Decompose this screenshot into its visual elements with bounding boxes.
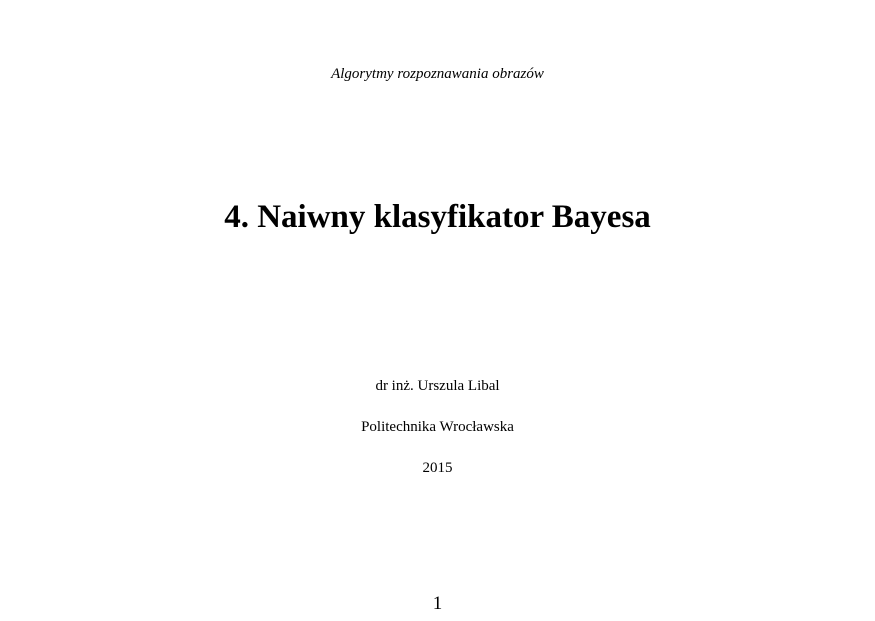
page-number: 1 (432, 593, 443, 614)
course-subject: Algorytmy rozpoznawania obrazów (331, 66, 544, 82)
institution-name: Politechnika Wrocławska (361, 419, 514, 435)
slide-title: 4. Naiwny klasyfikator Bayesa (224, 199, 651, 235)
year: 2015 (422, 460, 453, 476)
author-name: dr inż. Urszula Libal (375, 378, 500, 394)
